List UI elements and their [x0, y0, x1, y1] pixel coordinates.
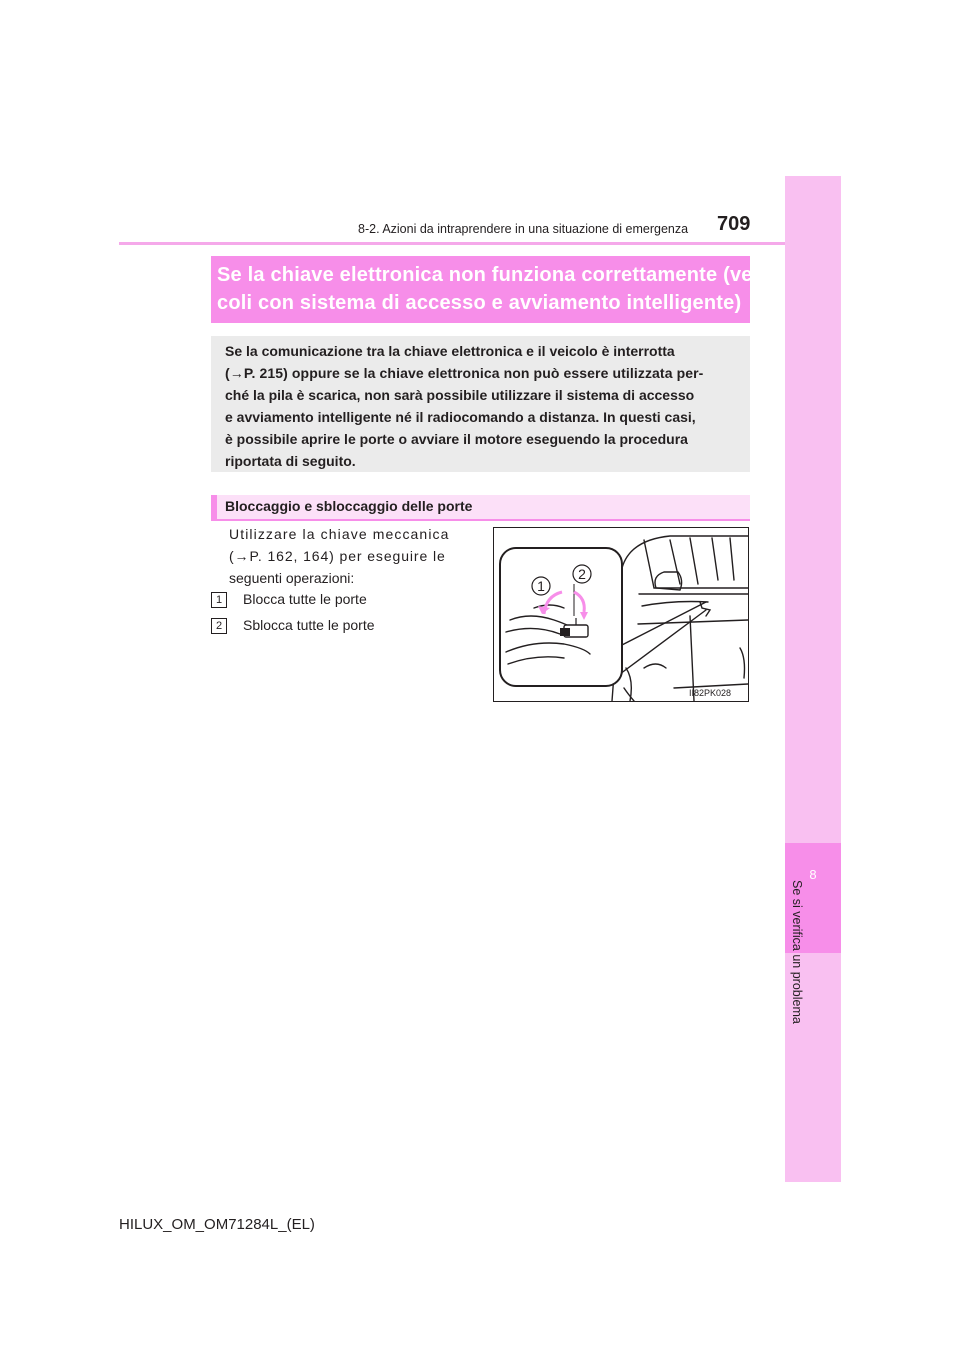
title-line-1: Se la chiave elettronica non funziona correttamente (vei-	[217, 264, 766, 286]
body-line: Utilizzare la chiave meccanica	[229, 526, 450, 542]
document-code: HILUX_OM_OM71284L_(EL)	[119, 1216, 315, 1233]
intro-line: è possibile aprire le porte o avviare il motore eseguendo la procedura	[225, 431, 688, 447]
door-lock-illustration	[493, 527, 749, 702]
step-badge-1: 1	[211, 592, 227, 608]
intro-line: ché la pila è scarica, non sarà possibile utilizzare il sistema di accesso	[225, 387, 695, 403]
step-badge-2: 2	[211, 618, 227, 634]
intro-box	[211, 336, 750, 472]
body-line: seguenti operazioni:	[229, 570, 355, 586]
step-label-1: Blocca tutte le porte	[243, 591, 367, 607]
intro-line: Se la comunicazione tra la chiave elettronica e il veicolo è interrotta	[225, 343, 675, 359]
subheading	[211, 495, 750, 521]
illustration-code: II82PK028	[688, 688, 732, 698]
header-rule	[119, 242, 785, 245]
intro-line: riportata di seguito.	[225, 453, 356, 469]
car-door-outline	[612, 536, 748, 701]
callout-leader	[620, 602, 706, 646]
subheading-accent-bar	[211, 495, 217, 521]
chapter-title: Se si verifica un problema	[790, 880, 804, 1024]
section-header: 8-2. Azioni da intraprendere in una situazione di emergenza	[358, 222, 689, 236]
step-label-2: Sblocca tutte le porte	[243, 617, 375, 633]
subheading-text: Bloccaggio e sbloccaggio delle porte	[225, 498, 473, 514]
intro-line: e avviamento intelligente né il radiocomando a distanza. In questi casi,	[225, 409, 696, 425]
title-line-2: coli con sistema di accesso e avviamento intelligente)	[217, 292, 742, 314]
chapter-number: 8	[809, 867, 817, 882]
title-banner	[211, 256, 766, 323]
body-line: (→P. 162, 164) per eseguire le	[229, 548, 446, 564]
callout-1: 1	[537, 578, 545, 594]
intro-line: (→P. 215) oppure se la chiave elettronica non può essere utilizzata per-	[225, 365, 704, 381]
callout-2: 2	[578, 566, 586, 582]
page-number: 709	[717, 213, 751, 235]
